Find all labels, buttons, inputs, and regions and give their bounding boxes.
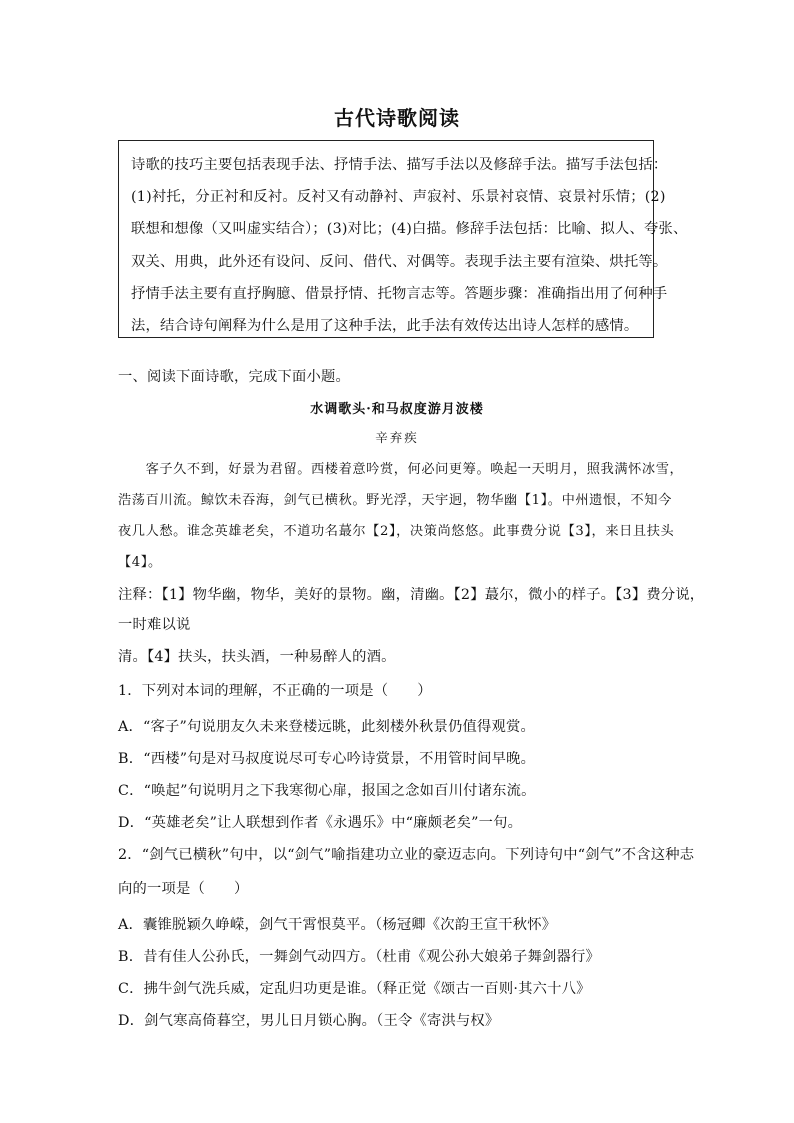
- intro-line: 法，结合诗句阐释为什么是用了这种手法，此手法有效传达出诗人怎样的感情。: [131, 318, 639, 335]
- section-heading: 一、阅读下面诗歌，完成下面小题。: [118, 369, 350, 385]
- question-2-option-c: C．拂牛剑气洗兵威，定乱归功更是谁。（释正觉《颂古一百则·其六十八》: [118, 981, 591, 997]
- poem-line: 夜几人愁。谁念英雄老矣，不道功名蕞尔【2】，决策尚悠悠。此事费分说【3】，来日且扶头: [118, 524, 675, 539]
- poem-title: 水调歌头·和马叔度游月波楼: [310, 402, 484, 417]
- intro-line: 诗歌的技巧主要包括表现手法、抒情手法、描写手法以及修辞手法。描写手法包括：: [131, 157, 668, 173]
- question-2-stem: 向的一项是（ ）: [118, 881, 249, 897]
- technique-intro-box: [118, 140, 688, 338]
- intro-line: (1)衬托，分正衬和反衬。反衬又有动静衬、声寂衬、乐景衬哀情、哀景衬乐情；(2): [131, 189, 666, 206]
- intro-line: 双关、用典，此外还有设问、反问、借代、对偶等。表现手法主要有渲染、烘托等。: [131, 253, 668, 270]
- question-2-option-b: B．昔有佳人公孙氏，一舞剑气动四方。（杜甫《观公孙大娘弟子舞剑器行》: [118, 949, 600, 965]
- question-1-option-b: B．“西楼”句是对马叔度说尽可专心吟诗赏景，不用管时间早晚。: [118, 751, 536, 767]
- poem-line: 【4】。: [118, 555, 162, 570]
- page-title: 古代诗歌阅读: [334, 106, 460, 130]
- question-1-option-d: D．“英雄老矣”让人联想到作者《永遇乐》中“廉颇老矣”一句。: [118, 815, 523, 831]
- intro-line: 联想和想像（又叫虚实结合）；(3)对比；(4)白描。修辞手法包括：比喻、拟人、夸张、: [131, 221, 688, 238]
- intro-line: 抒情手法主要有直抒胸臆、借景抒情、托物言志等。答题步骤：准确指出用了何种手: [131, 285, 668, 302]
- question-1-option-a: A．“客子”句说朋友久未来登楼远眺，此刻楼外秋景仍值得观赏。: [118, 719, 535, 735]
- poem-line: 浩荡百川流。鲸饮未吞海，剑气已横秋。野光浮，天宇迥，物华幽【1】。中州遗恨，不知今: [118, 493, 672, 508]
- question-2-option-a: A．囊锥脱颖久峥嵘，剑气干霄恨莫平。（杨冠卿《次韵王宣干秋怀》: [118, 917, 557, 933]
- poem-line: 客子久不到，好景为君留。西楼着意吟赏，何必问更筹。唤起一天明月，照我满怀冰雪，: [118, 462, 684, 477]
- question-2-stem: 2．“剑气已横秋”句中，以“剑气”喻指建功立业的豪迈志向。下列诗句中“剑气”不含这种志: [118, 847, 695, 863]
- notes-line: 注释：【1】物华幽，物华，美好的景物。幽，清幽。【2】蕞尔，微小的样子。【3】费分说，: [118, 587, 705, 603]
- question-2-option-d: D．剑气寒高倚暮空，男儿日月锁心胸。（王令《寄洪与权》: [118, 1013, 500, 1029]
- poem-author: 辛弃疾: [375, 430, 419, 445]
- notes-line: 一时难以说: [118, 617, 191, 633]
- notes-line: 清。【4】扶头，扶头酒，一种易醉人的酒。: [118, 649, 396, 665]
- question-1-stem: 1．下列对本词的理解，不正确的一项是（ ）: [118, 683, 432, 699]
- question-1-option-c: C．“唤起”句说明月之下我寒彻心扉，报国之念如百川付诸东流。: [118, 783, 536, 799]
